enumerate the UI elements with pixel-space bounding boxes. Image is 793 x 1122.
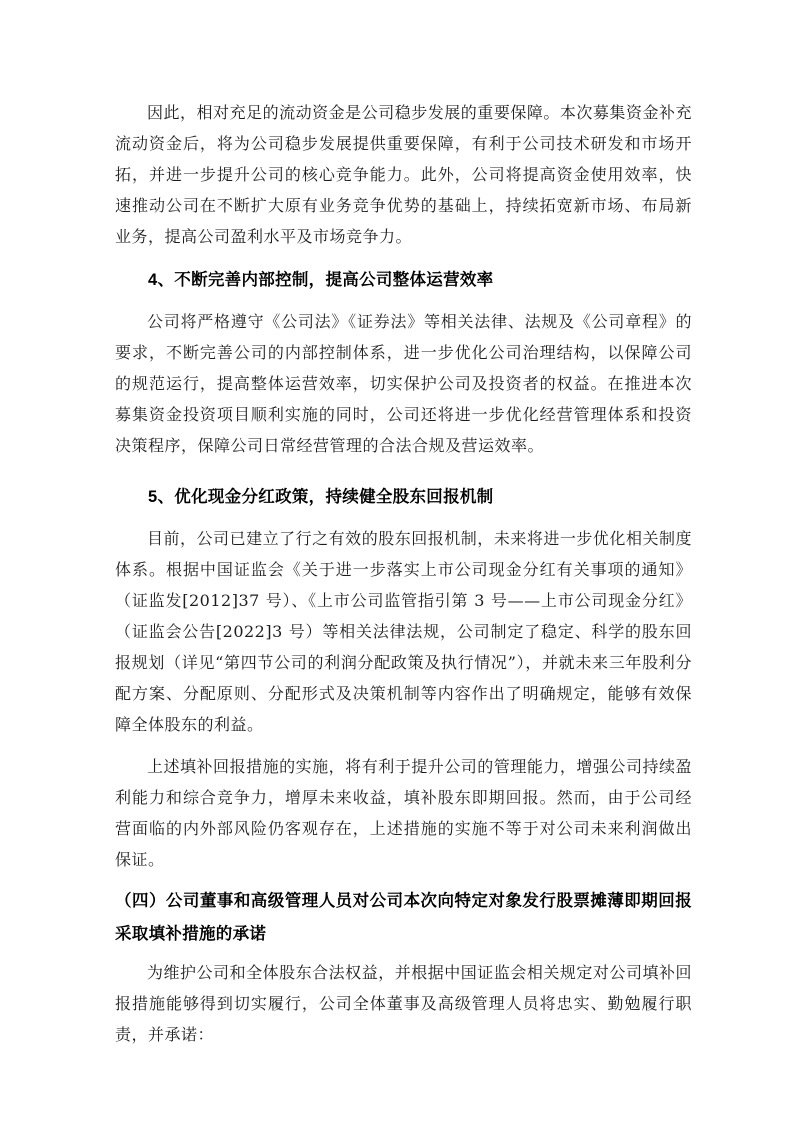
paragraph-directors-commitment-intro: 为维护公司和全体股东合法权益，并根据中国证监会相关规定对公司填补回报措施能够得到切实履行，公司全体董事及高级管理人员将忠实、勤勉履行职责，并承诺： xyxy=(115,963,692,1044)
heading-5-cash-dividend-policy: 5、优化现金分红政策，持续健全股东回报机制 xyxy=(148,488,494,506)
paragraph-shareholder-return-mechanism: 目前，公司已建立了行之有效的股东回报机制，未来将进一步优化相关制度体系。根据中国证监会《关于进一步落实上市公司现金分红有关事项的通知》（证监发[2012]37 号）、《上市公司监管指引第 3 号——上市公司现金分红》（证监会公告[2022]3 号）等相关法律法规，公司制定了稳定、科学的股东回报规划（详见“第四节公司的利润分配政策及执行情况”），并就未来三年股利分配方案、分配原则、分配形式及决策机制等内容作出了明确规定，能够有效保障全体股东的利益。 xyxy=(115,529,692,734)
heading-section-4-directors-commitment: （四）公司董事和高级管理人员对公司本次向特定对象发行股票摊薄即期回报采取填补措施的承诺 xyxy=(115,892,692,943)
paragraph-measures-no-profit-guarantee: 上述填补回报措施的实施，将有利于提升公司的管理能力，增强公司持续盈利能力和综合竞争力，增厚未来收益，填补股东即期回报。然而，由于公司经营面临的内外部风险仍客观存在，上述措施的实施不等于对公司未来利润做出保证。 xyxy=(115,757,692,869)
paragraph-working-capital-benefit: 因此，相对充足的流动资金是公司稳步发展的重要保障。本次募集资金补充流动资金后，将为公司稳步发展提供重要保障，有利于公司技术研发和市场开拓，并进一步提升公司的核心竞争能力。此外，公司将提高资金使用效率，快速推动公司在不断扩大原有业务竞争优势的基础上，持续拓宽新市场、布局新业务，提高公司盈利水平及市场竞争力。 xyxy=(115,103,692,246)
paragraph-internal-control-detail: 公司将严格遵守《公司法》《证券法》等相关法律、法规及《公司章程》的要求，不断完善公司的内部控制体系，进一步优化公司治理结构，以保障公司的规范运行，提高整体运营效率，切实保护公司及投资者的权益。在推进本次募集资金投资项目顺利实施的同时，公司还将进一步优化经营管理体系和投资决策程序，保障公司日常经营管理的合法合规及营运效率。 xyxy=(115,312,692,455)
heading-4-internal-control: 4、不断完善内部控制，提高公司整体运营效率 xyxy=(148,271,494,289)
